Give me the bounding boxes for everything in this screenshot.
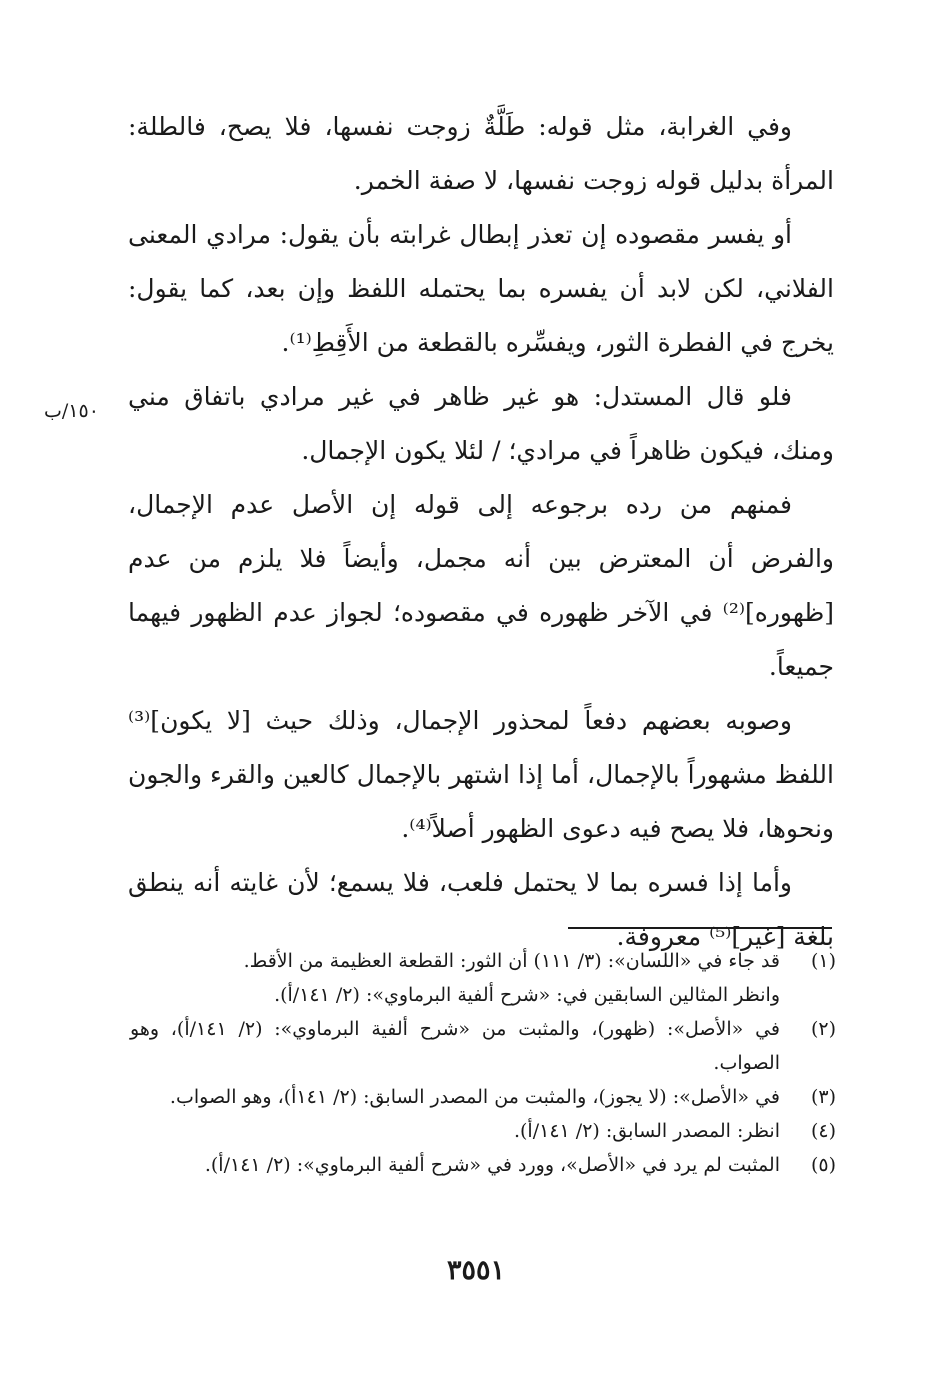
main-text xyxy=(128,100,834,964)
footnote-line: وانظر المثالين السابقين في: «شرح ألفية البرماوي»: (٢/ ١٤١/أ). xyxy=(274,984,780,1006)
footnote-line: انظر: المصدر السابق: (٢/ ١٤١/أ). xyxy=(513,1120,780,1142)
footnote xyxy=(130,1012,836,1080)
footnote-number: (١) xyxy=(810,950,836,972)
footnote-line: قد جاء في «اللسان»: (٣/ ١١١) أن الثور: القطعة العظيمة من الأقط. xyxy=(243,950,780,972)
paragraph: أو يفسر مقصوده إن تعذر إبطال غرابته بأن يقول: مرادي المعنى الفلاني، لكن لابد أن يفسره بما يحتمله اللفظ وإن بعد، كما يقول: يخرج في الفطرة الثور، ويفسِّره بالقطعة من الأَقِطِ⁽¹⁾. xyxy=(128,220,834,357)
margin-folio-note: ١٥٠/ب xyxy=(44,400,99,422)
footnote-line: في «الأصل»: (لا يجوز)، والمثبت من المصدر السابق: (٢/ ١٤١أ)، وهو الصواب. xyxy=(169,1086,780,1108)
footnote-number: (٥) xyxy=(810,1154,836,1176)
footnote-body xyxy=(130,944,780,1012)
footnote-line: المثبت لم يرد في «الأصل»، وورد في «شرح ألفية البرماوي»: (٢/ ١٤١/أ). xyxy=(204,1154,780,1176)
footnote-number: (٢) xyxy=(810,1018,836,1040)
footnote-number: (٤) xyxy=(810,1120,836,1142)
footnote xyxy=(130,1114,836,1148)
footnote-divider xyxy=(568,927,832,929)
footnote-body xyxy=(130,1012,780,1080)
footnote xyxy=(130,944,836,1012)
paragraph: وصوبه بعضهم دفعاً لمحذور الإجمال، وذلك حيث [لا يكون]⁽³⁾ اللفظ مشهوراً بالإجمال، أما إذا اشتهر بالإجمال كالعين والقرء والجون ونحوها، فلا يصح فيه دعوى الظهور أصلاً⁽⁴⁾. xyxy=(128,706,834,843)
page-number: ٣٥٥١ xyxy=(446,1255,505,1286)
paragraph: فلو قال المستدل: هو غير ظاهر في غير مرادي باتفاق مني ومنك، فيكون ظاهراً في مرادي؛ / لئلا يكون الإجمال. xyxy=(128,382,834,465)
footnote-body xyxy=(130,1080,780,1114)
paragraph: فمنهم من رده برجوعه إلى قوله إن الأصل عدم الإجمال، والفرض أن المعترض بين أنه مجمل، وأيضاً فلا يلزم من عدم [ظهوره]⁽²⁾ في الآخر ظهوره في مقصوده؛ لجواز عدم الظهور فيهما جميعاً. xyxy=(128,490,834,681)
footnote xyxy=(130,1080,836,1114)
footnote-body xyxy=(130,1148,780,1182)
paragraph: وفي الغرابة، مثل قوله: طَلَّةٌ زوجت نفسها، فلا يصح، فالطلة: المرأة بدليل قوله زوجت نفسها، لا صفة الخمر. xyxy=(128,112,834,195)
footnote xyxy=(130,1148,836,1182)
footnote-line: في «الأصل»: (ظهور)، والمثبت من «شرح ألفية البرماوي»: (٢/ ١٤١/أ)، وهو الصواب. xyxy=(130,1018,780,1074)
footnotes xyxy=(130,944,836,1182)
footnote-number: (٣) xyxy=(810,1086,836,1108)
footnote-body xyxy=(130,1114,780,1148)
paragraph: وأما إذا فسره بما لا يحتمل فلعب، فلا يسمع؛ لأن غايته أنه ينطق بلغة [غير]⁽⁵⁾ معروفة. xyxy=(128,868,834,951)
